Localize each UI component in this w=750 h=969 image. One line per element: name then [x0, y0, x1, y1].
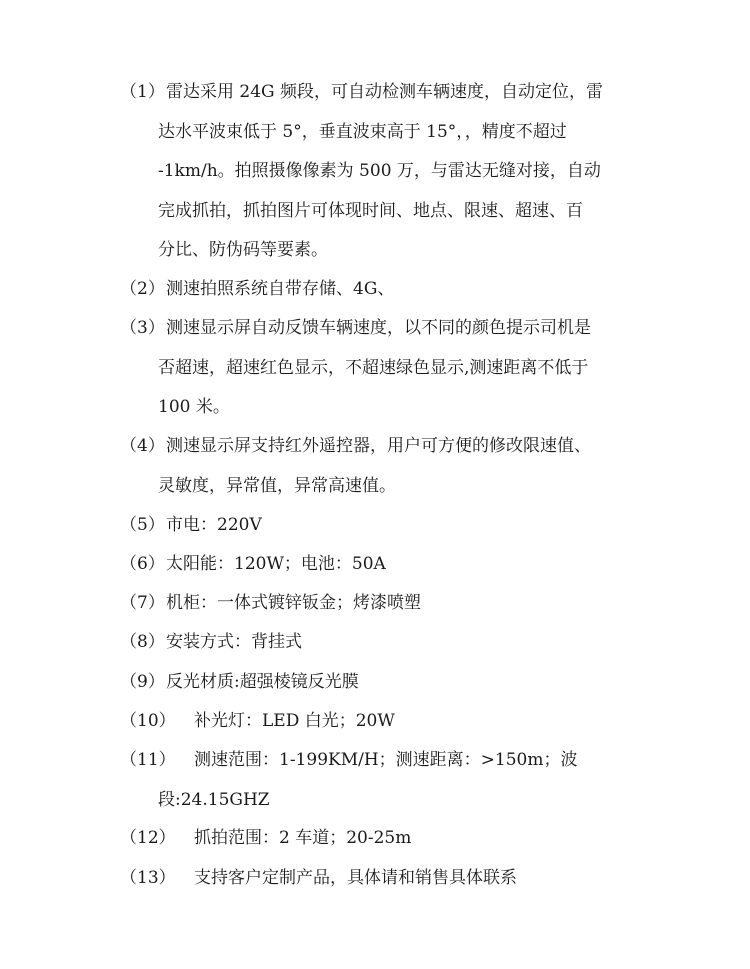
item-line: 测速显示屏支持红外遥控器，用户可方便的修改限速值、	[166, 436, 591, 456]
item-line: 反光材质:超强棱镜反光膜	[166, 672, 359, 692]
item-line: 达水平波束低于 5°，垂直波束高于 15°，，精度不超过	[158, 121, 567, 142]
item-line: 测速范围：1-199KM/H；测速距离：>150m；波	[194, 750, 578, 770]
spec-item-13	[120, 859, 640, 899]
spec-item-1	[120, 73, 640, 271]
item-number: （3）	[120, 318, 165, 338]
item-number: （1）	[120, 82, 165, 102]
item-line: 太阳能：120W；电池：50A	[166, 554, 386, 574]
spec-item-5	[120, 506, 640, 546]
spec-item-9	[120, 663, 640, 703]
item-line: 100 米。	[158, 397, 230, 417]
item-number: （6）	[120, 554, 165, 574]
item-number: （13）	[120, 868, 176, 888]
spec-item-11	[120, 741, 640, 820]
item-line: 测速拍照系统自带存储、4G、	[166, 279, 395, 299]
item-line: 支持客户定制产品，具体请和销售具体联系	[194, 868, 517, 888]
spec-item-6	[120, 545, 640, 585]
item-line: 雷达采用 24G 频段，可自动检测车辆速度，自动定位，雷	[166, 82, 604, 102]
item-number: （10）	[120, 711, 176, 731]
item-number: （2）	[120, 279, 165, 299]
item-line: 段:24.15GHZ	[158, 789, 270, 810]
item-line: 市电：220V	[166, 515, 262, 535]
item-line: 抓拍范围：2 车道；20-25m	[194, 828, 412, 848]
item-number: （8）	[120, 632, 165, 652]
item-number: （9）	[120, 672, 165, 692]
item-line: 测速显示屏自动反馈车辆速度，以不同的颜色提示司机是	[166, 318, 591, 338]
item-line: 否超速，超速红色显示，不超速绿色显示,测速距离不低于	[158, 357, 589, 378]
spec-item-12	[120, 819, 640, 859]
item-line: 安装方式：背挂式	[166, 632, 302, 652]
item-line: 灵敏度，异常值，异常高速值。	[158, 475, 396, 496]
spec-item-4	[120, 427, 640, 506]
spec-item-8	[120, 623, 640, 663]
item-line: 补光灯：LED 白光；20W	[194, 711, 395, 731]
spec-item-3	[120, 309, 640, 428]
item-number: （5）	[120, 515, 165, 535]
item-line: 分比、防伪码等要素。	[158, 240, 328, 260]
item-line: 完成抓拍，抓拍图片可体现时间、地点、限速、超速、百	[158, 200, 583, 221]
item-line: -1km/h。拍照摄像像素为 500 万，与雷达无缝对接，自动	[158, 161, 601, 181]
spec-item-2	[120, 270, 640, 310]
item-number: （7）	[120, 593, 165, 613]
item-line: 机柜：一体式镀锌钣金；烤漆喷塑	[166, 593, 421, 613]
spec-item-10	[120, 702, 640, 742]
item-number: （11）	[120, 750, 176, 770]
item-number: （12）	[120, 828, 176, 848]
item-number: （4）	[120, 436, 165, 456]
spec-item-7	[120, 584, 640, 624]
